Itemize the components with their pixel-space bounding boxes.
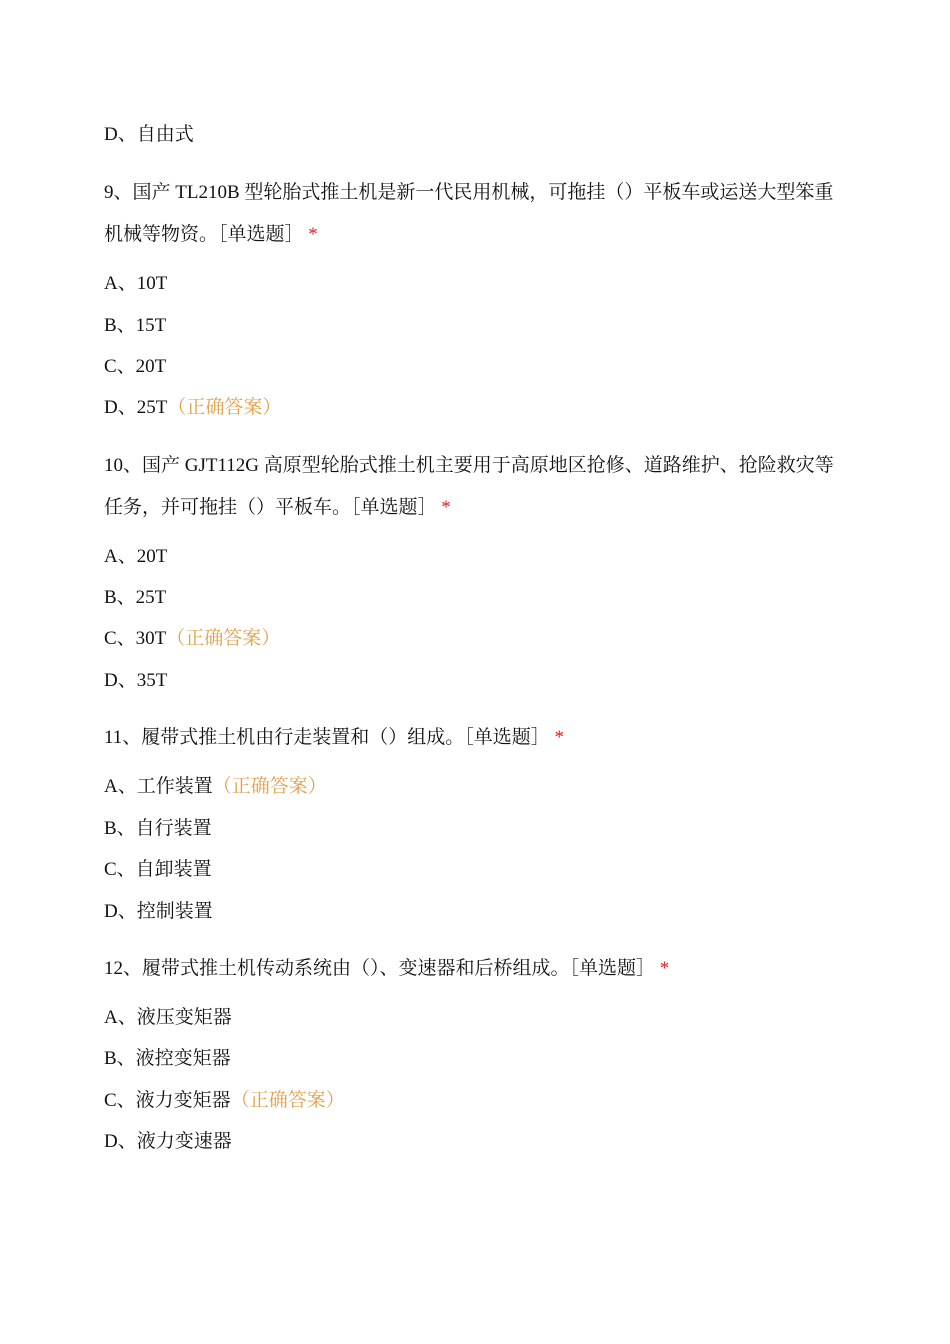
option-text: C、自卸装置: [104, 859, 212, 880]
correct-answer-tag: （正确答案）: [230, 1090, 345, 1111]
correct-answer-tag: （正确答案）: [166, 628, 281, 649]
option-item: [104, 817, 212, 841]
option-text: D、35T: [104, 670, 168, 691]
question-text: 9、国产 TL210B 型轮胎式推土机是新一代民用机械，可拖挂（）平板车或运送大型笨重机械等物资。［单选题］: [104, 182, 834, 245]
required-mark: *: [659, 958, 670, 979]
correct-answer-tag: （正确答案）: [167, 397, 282, 418]
option-text: A、20T: [104, 546, 168, 567]
option-text: D、液力变速器: [104, 1131, 232, 1152]
option-text: B、15T: [104, 315, 167, 336]
option-item: [104, 314, 166, 338]
option-text: A、工作装置: [104, 776, 213, 797]
option-item: [104, 1089, 345, 1113]
option-text: A、10T: [104, 273, 168, 294]
question-text: 10、国产 GJT112G 高原型轮胎式推土机主要用于高原地区抢修、道路维护、抢险救灾等任务，并可拖挂（）平板车。［单选题］: [104, 455, 834, 518]
option-item: [104, 396, 281, 420]
option-item: [104, 272, 167, 296]
option-item: [104, 1047, 231, 1071]
option-item: [104, 545, 167, 569]
option-text: C、30T: [104, 628, 167, 649]
option-item: [104, 1130, 232, 1154]
option-text: D、自由式: [104, 124, 194, 145]
option-item: [104, 586, 166, 610]
option-item: [104, 669, 167, 693]
correct-answer-tag: （正确答案）: [212, 776, 327, 797]
question-10: [104, 445, 844, 529]
option-text: B、自行装置: [104, 818, 212, 839]
required-mark: *: [554, 727, 565, 748]
option-text: D、控制装置: [104, 901, 213, 922]
option-text: D、25T: [104, 397, 168, 418]
required-mark: *: [441, 497, 451, 518]
option-text: B、25T: [104, 587, 167, 608]
option-item: [104, 355, 166, 379]
question-9: [104, 172, 844, 256]
question-11: [104, 726, 564, 750]
option-item: [104, 123, 194, 147]
question-text: 11、履带式推土机由行走装置和（）组成。［单选题］: [104, 727, 550, 748]
option-item: [104, 900, 213, 924]
option-item: [104, 1006, 232, 1030]
required-mark: *: [308, 224, 318, 245]
question-text: 12、履带式推土机传动系统由（）、变速器和后桥组成。［单选题］: [104, 958, 656, 979]
option-item: [104, 858, 212, 882]
option-item: [104, 775, 327, 799]
option-item: [104, 627, 280, 651]
option-text: C、液力变矩器: [104, 1090, 231, 1111]
option-text: C、20T: [104, 356, 167, 377]
question-12: [104, 957, 669, 981]
option-text: B、液控变矩器: [104, 1048, 231, 1069]
option-text: A、液压变矩器: [104, 1007, 232, 1028]
